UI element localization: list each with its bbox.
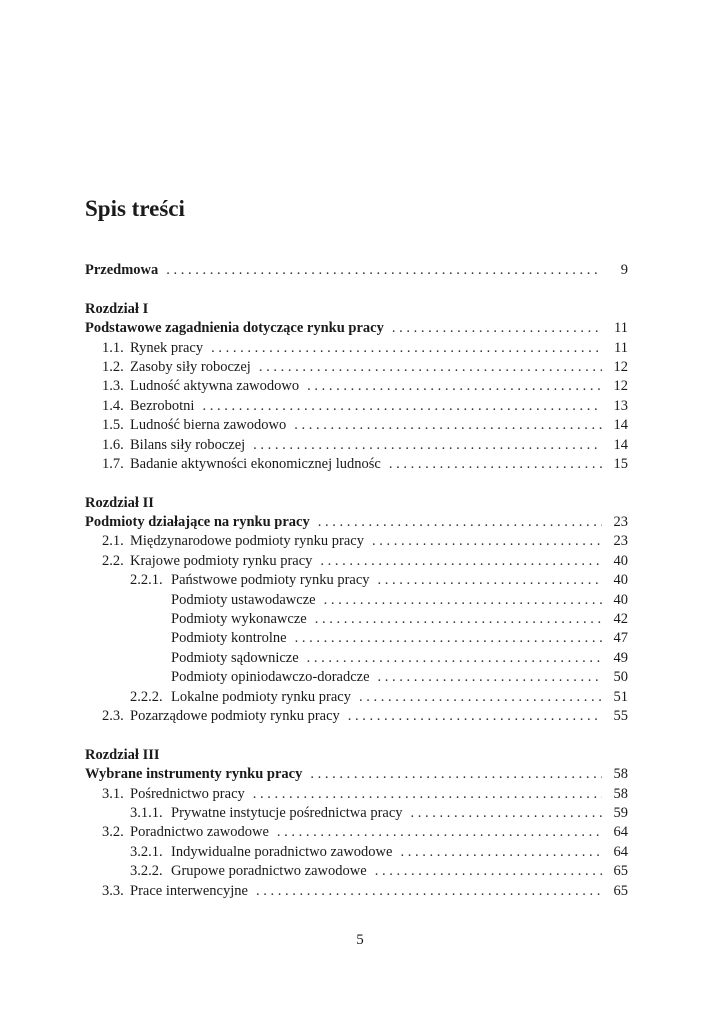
toc-entry[interactable] [85,591,628,610]
toc-entry-number: 2.1. [102,533,124,550]
toc-entry-text: Prywatne instytucje pośrednictwa pracy [171,804,403,821]
toc-entry[interactable] [85,377,628,396]
toc-entry[interactable] [85,862,628,881]
toc-entry[interactable] [85,843,628,862]
toc-entry-text: Podstawowe zagadnienia dotyczące rynku pracy [85,320,384,337]
toc-entry-text: Bilans siły roboczej [130,436,246,453]
toc-page-number: 13 [613,397,628,414]
dot-leader [400,843,602,862]
page-title: Spis treści [85,196,185,221]
toc-page-number: 58 [613,785,628,802]
toc-page-number: 40 [613,552,628,569]
toc-page-number: 14 [613,436,628,453]
toc-entry-number: 2.3. [102,707,124,724]
toc-entry[interactable] [85,668,628,687]
toc-entry-text: Podmioty działające na rynku pracy [85,514,310,531]
toc-entry[interactable] [85,571,628,590]
dot-leader [211,339,602,358]
dot-leader [315,610,602,629]
toc-entry-text: Krajowe podmioty rynku pracy [130,552,313,569]
toc-entry[interactable] [85,707,628,726]
toc-entry[interactable] [85,358,628,377]
toc-entry-text: Pozarządowe podmioty rynku pracy [130,707,340,724]
toc-chapter-title[interactable] [85,513,628,532]
toc-page-number: 23 [613,533,628,550]
toc-page-number: 59 [613,804,628,821]
dot-leader [295,629,602,648]
chapter-label: Rozdział I [85,300,149,317]
toc-page-number: 40 [613,572,628,589]
toc-page-number: 12 [613,378,628,395]
toc-entry-number: 1.7. [102,455,124,472]
toc-entry-number: 2.2.1. [130,572,163,589]
toc-entry-text: Podmioty ustawodawcze [171,591,316,608]
toc-entry[interactable] [85,629,628,648]
toc-page-number: 42 [613,611,628,628]
toc-entry[interactable] [85,785,628,804]
dot-leader [392,319,602,338]
dot-leader [359,688,602,707]
toc-entry-number: 3.3. [102,882,124,899]
toc-page-number: 11 [614,339,628,356]
toc-entry[interactable] [85,397,628,416]
dot-leader [375,862,602,881]
dot-leader [253,785,602,804]
toc-page-number: 65 [613,863,628,880]
toc-page-number: 49 [613,649,628,666]
toc-page-number: 9 [620,262,628,278]
dot-leader [318,513,602,532]
toc-page-number: 50 [613,669,628,686]
chapter-label: Rozdział III [85,746,160,763]
toc-entry-number: 3.2.2. [130,863,163,880]
toc-entry-text: Ludność aktywna zawodowo [130,378,300,395]
dot-leader [259,358,602,377]
toc-entry-text: Podmioty wykonawcze [171,611,307,628]
toc-page-number: 51 [613,688,628,705]
dot-leader [294,416,602,435]
toc-entry-text: Podmioty opiniodawczo-doradcze [171,669,370,686]
toc-entry[interactable] [85,610,628,629]
toc-entry-number: 3.2. [102,824,124,841]
dot-leader [307,377,602,396]
toc-entry-text: Podmioty kontrolne [171,630,287,647]
dot-leader [378,571,602,590]
toc-page-number: 58 [613,766,628,783]
dot-leader [310,765,602,784]
toc-entry[interactable] [85,688,628,707]
toc-page-number: 64 [613,824,628,841]
toc-entry[interactable] [85,455,628,474]
toc-page-number: 14 [613,417,628,434]
toc-page-number: 12 [613,358,628,375]
toc-chapter-title[interactable] [85,765,628,784]
toc-entry-number: 1.6. [102,436,124,453]
toc-entry-text: Międzynarodowe podmioty rynku pracy [130,533,364,550]
toc-entry-text: Zasoby siły roboczej [130,358,251,375]
dot-leader [202,397,602,416]
toc-entry-number: 3.2.1. [130,843,163,860]
toc-entry-number: 1.3. [102,378,124,395]
toc-page-number: 47 [613,630,628,647]
dot-leader [389,455,602,474]
toc-entry-number: 3.1. [102,785,124,802]
toc-entry-number: 1.2. [102,358,124,375]
dot-leader [348,707,602,726]
toc-entry-text: Przedmowa [85,262,159,278]
toc-entry-number: 1.1. [102,339,124,356]
toc-entry-text: Bezrobotni [130,397,195,414]
toc-entry-text: Indywidualne poradnictwo zawodowe [171,843,393,860]
toc-entry-text: Grupowe poradnictwo zawodowe [171,863,367,880]
dot-leader [411,804,602,823]
dot-leader [277,823,602,842]
dot-leader [320,552,602,571]
toc-page-number: 65 [613,882,628,899]
toc-entry[interactable] [85,804,628,823]
toc-entry[interactable] [85,649,628,668]
toc-entry-text: Pośrednictwo pracy [130,785,245,802]
toc-entry-text: Poradnictwo zawodowe [130,824,269,841]
toc-entry-number: 3.1.1. [130,804,163,821]
toc-entry-text: Prace interwencyjne [130,882,248,899]
chapter-label: Rozdział II [85,494,154,511]
toc-entry[interactable] [85,416,628,435]
dot-leader [324,591,602,610]
table-of-contents [85,261,628,901]
toc-entry[interactable] [85,823,628,842]
toc-chapter-title[interactable] [85,319,628,338]
toc-entry[interactable] [85,339,628,358]
dot-leader [253,436,602,455]
toc-entry[interactable] [85,552,628,571]
toc-entry-text: Wybrane instrumenty rynku pracy [85,766,303,783]
toc-entry-text: Badanie aktywności ekonomicznej ludnośc [130,455,381,472]
toc-entry-text: Podmioty sądownicze [171,649,299,666]
toc-page-number: 23 [613,514,628,531]
toc-page-number: 40 [613,591,628,608]
dot-leader [166,261,602,280]
toc-entry-text: Rynek pracy [130,339,204,356]
toc-page-number: 64 [613,843,628,860]
dot-leader [256,882,602,901]
toc-entry-text: Lokalne podmioty rynku pracy [171,688,351,705]
toc-entry[interactable] [85,532,628,551]
dot-leader [378,668,602,687]
toc-entry-text: Państwowe podmioty rynku pracy [171,572,370,589]
toc-page-number: 15 [613,455,628,472]
page-number: 5 [356,932,364,948]
toc-entry[interactable] [85,436,628,455]
toc-entry-number: 2.2.2. [130,688,163,705]
toc-page-number: 11 [614,320,628,337]
toc-entry-number: 1.4. [102,397,124,414]
dot-leader [307,649,602,668]
dot-leader [372,532,602,551]
toc-entry-text: Ludność bierna zawodowo [130,417,287,434]
toc-entry-number: 1.5. [102,417,124,434]
toc-entry-preface[interactable] [85,261,628,280]
toc-entry-number: 2.2. [102,552,124,569]
toc-entry[interactable] [85,882,628,901]
toc-page-number: 55 [613,707,628,724]
